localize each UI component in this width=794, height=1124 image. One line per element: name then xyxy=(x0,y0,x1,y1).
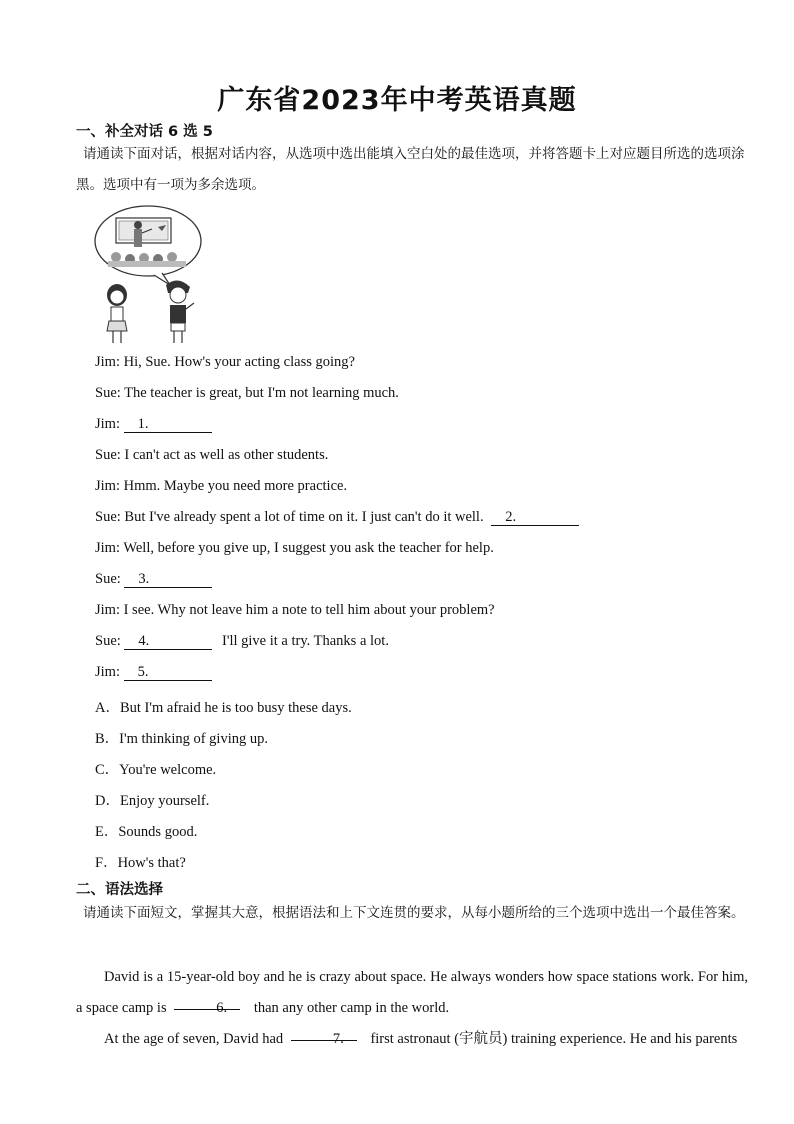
section-heading-1: 一、补全对话 6 选 5 xyxy=(76,124,213,140)
dialogue-line xyxy=(95,571,212,588)
answer-blank[interactable]: 7. xyxy=(291,1024,357,1041)
passage-text: than any other camp in the world. xyxy=(253,1000,450,1016)
dialogue-illustration xyxy=(92,203,204,345)
dialogue-line: Sue: I can't act as well as other students. xyxy=(95,447,329,463)
passage-text: David is a 15-year-old boy and he is crazy about space. He always wonders how space stations work. For him, a space camp is xyxy=(76,969,748,1016)
answer-blank[interactable]: 3. xyxy=(124,571,212,588)
answer-blank[interactable]: 4. xyxy=(124,633,212,650)
answer-blank[interactable]: 5. xyxy=(124,664,212,681)
section-instruction-1: 请通读下面对话，根据对话内容，从选项中选出能填入空白处的最佳选项，并将答题卡上对应题目所选的选项涂黑。选项中有一项为多余选项。 xyxy=(76,146,745,193)
option-e: E．Sounds good. xyxy=(95,824,198,840)
answer-blank[interactable]: 1. xyxy=(124,416,212,433)
dialogue-line: Jim: Hi, Sue. How's your acting class going? xyxy=(95,354,355,370)
answer-blank[interactable]: 2. xyxy=(491,509,579,526)
speaker-label: Sue: xyxy=(95,633,121,649)
option-c: C．You're welcome. xyxy=(95,762,217,778)
passage-paragraph-1 xyxy=(76,962,748,1024)
dialogue-text: Sue: But I've already spent a lot of time on it. I just can't do it well. xyxy=(95,509,484,525)
passage-text: At the age of seven, David had xyxy=(104,1031,284,1047)
dialogue-line: Sue: The teacher is great, but I'm not learning much. xyxy=(95,385,399,401)
passage-paragraph-2 xyxy=(76,1024,748,1055)
section-instruction-2: 请通读下面短文，掌握其大意，根据语法和上下文连贯的要求，从每小题所给的三个选项中选出一个最佳答案。 xyxy=(83,905,745,921)
speaker-label: Jim: xyxy=(95,664,120,680)
speaker-label: Jim: xyxy=(95,416,120,432)
page-title: 广东省2023年中考英语真题 xyxy=(217,85,577,116)
speaker-label: Sue: xyxy=(95,571,121,587)
dialogue-text: I'll give it a try. Thanks a lot. xyxy=(222,633,389,649)
option-f: F．How's that? xyxy=(95,855,186,871)
dialogue-line xyxy=(95,633,389,650)
dialogue-line xyxy=(95,509,579,526)
option-d: D．Enjoy yourself. xyxy=(95,793,210,809)
option-a: A．But I'm afraid he is too busy these days. xyxy=(95,700,352,716)
passage-text: first astronaut (宇航员) training experience. He and his parents xyxy=(370,1031,738,1047)
dialogue-line: Jim: Hmm. Maybe you need more practice. xyxy=(95,478,348,494)
dialogue-line: Jim: I see. Why not leave him a note to tell him about your problem? xyxy=(95,602,495,618)
dialogue-line: Jim: Well, before you give up, I suggest you ask the teacher for help. xyxy=(95,540,494,556)
option-b: B．I'm thinking of giving up. xyxy=(95,731,268,747)
answer-blank[interactable]: 6. xyxy=(174,993,240,1010)
dialogue-line xyxy=(95,416,212,433)
dialogue-line xyxy=(95,664,212,681)
section-heading-2: 二、语法选择 xyxy=(76,882,163,898)
